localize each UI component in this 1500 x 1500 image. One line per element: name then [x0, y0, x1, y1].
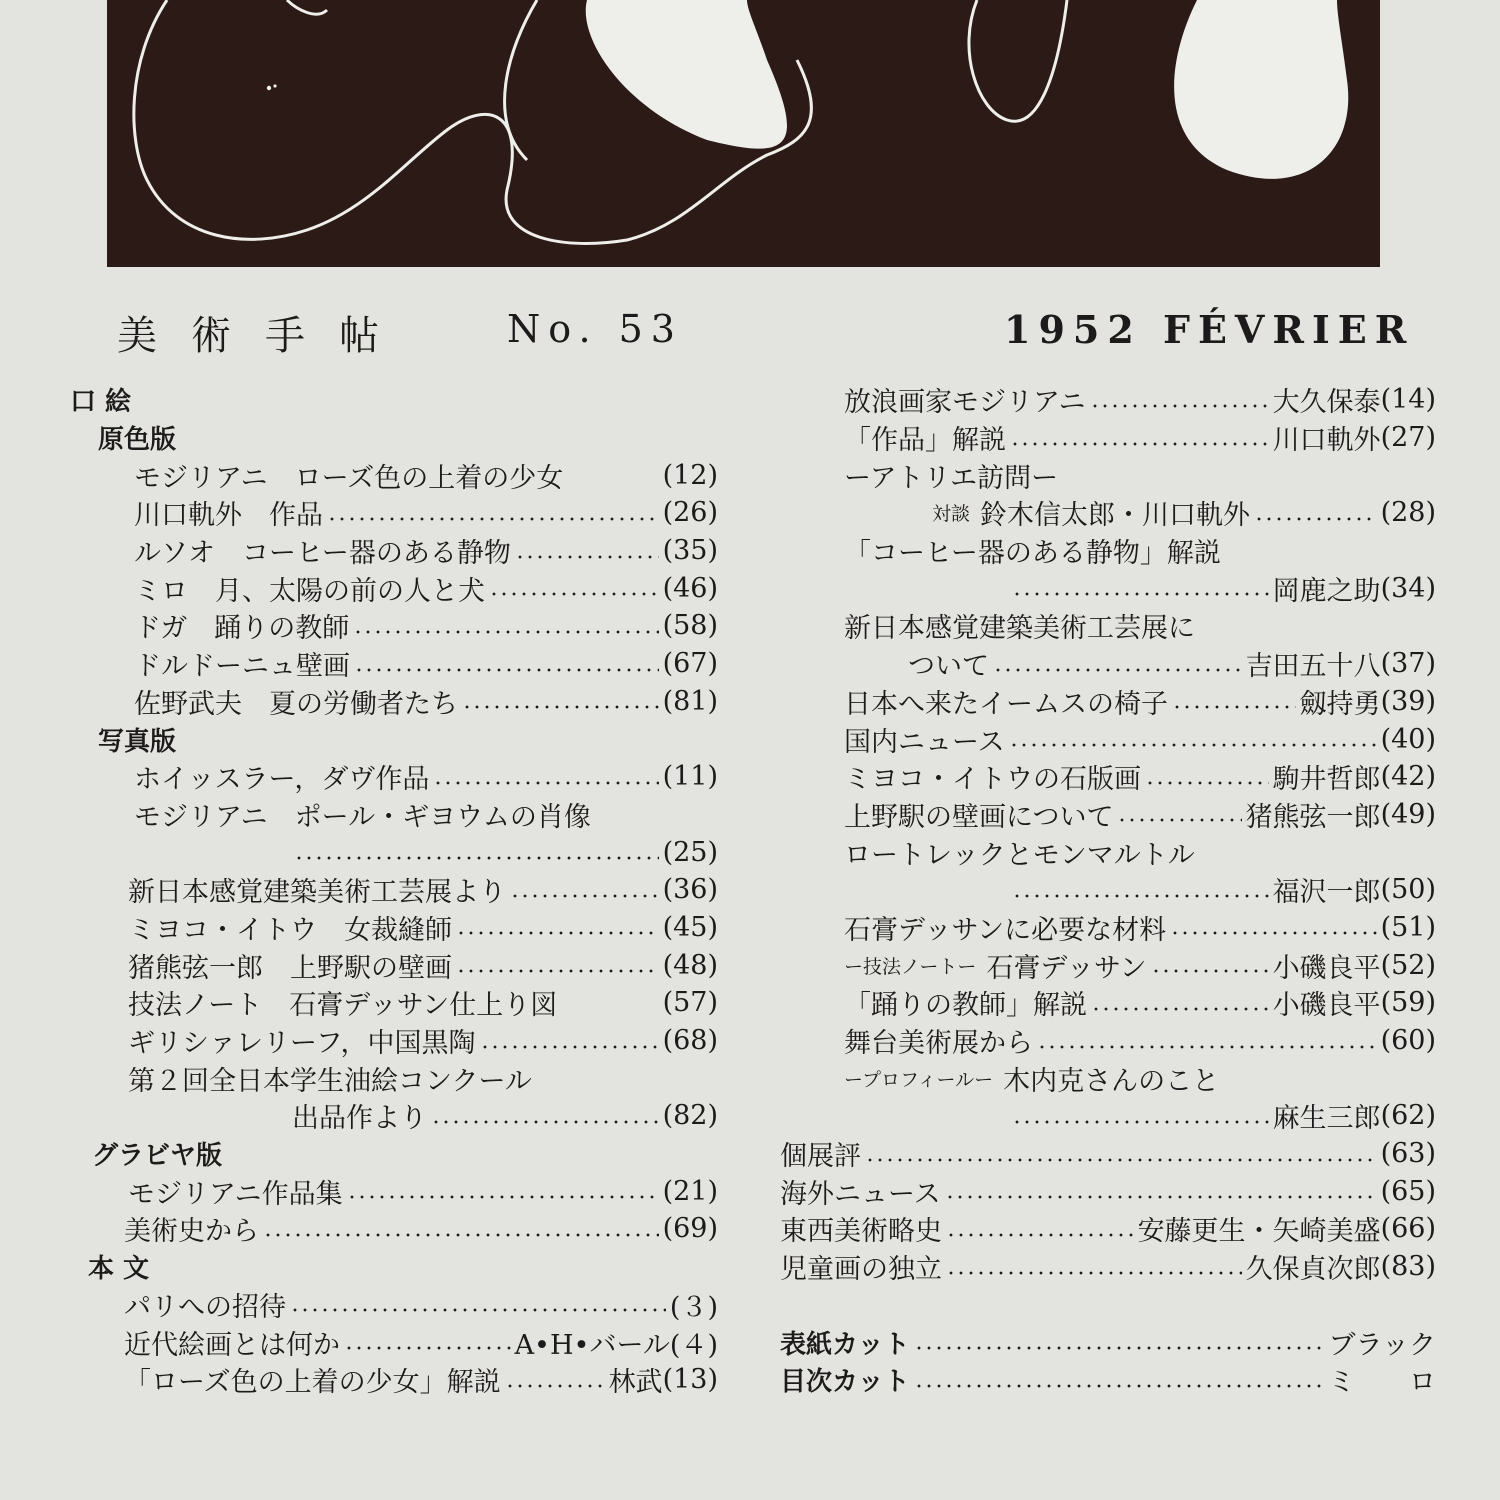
toc-entry — [70, 645, 718, 683]
section-heading — [70, 1248, 718, 1286]
entry-page: (13) — [662, 1364, 718, 1396]
entry-author: 大久保泰 — [1272, 387, 1381, 419]
entry-title: 新日本感覚建築美術工芸展に — [844, 613, 1195, 645]
toc-entry — [780, 909, 1436, 947]
section-heading — [70, 1135, 718, 1173]
entry-page: (49) — [1380, 798, 1436, 830]
spacer — [780, 1286, 1436, 1324]
toc-entry — [70, 494, 718, 532]
dot-leader — [290, 1307, 666, 1313]
dot-leader — [1009, 742, 1377, 748]
entry-author: 小磯良平 — [1272, 952, 1381, 984]
entry-title: ドルドーニュ壁画 — [134, 651, 350, 683]
dot-leader — [263, 1232, 659, 1238]
toc-entry — [780, 1172, 1436, 1210]
toc-entry — [780, 419, 1436, 457]
toc-entry — [780, 645, 1436, 683]
dot-leader — [1010, 441, 1269, 447]
dot-leader — [1012, 1119, 1269, 1125]
entry-author: 林武 — [608, 1367, 663, 1399]
dot-leader — [456, 930, 659, 936]
entry-author: 吉田五十八 — [1245, 651, 1381, 683]
entry-page: (45) — [662, 911, 718, 943]
entry-page: (36) — [662, 874, 718, 906]
toc-entry — [780, 607, 1436, 645]
entry-page: (34) — [1380, 572, 1436, 604]
toc-entry — [70, 456, 718, 494]
entry-title: モジリアニ ローズ色の上着の少女 — [134, 462, 564, 494]
entry-title: ロートレックとモンマルトル — [844, 839, 1195, 871]
entry-page: (67) — [662, 648, 718, 680]
cover-illustration — [107, 0, 1380, 267]
entry-author: ブラック — [1328, 1329, 1436, 1361]
entry-title: ドガ 踊りの教師 — [134, 613, 350, 645]
dot-leader — [510, 893, 659, 899]
toc-entry — [70, 984, 718, 1022]
section-heading — [70, 381, 718, 419]
toc-entry — [780, 456, 1436, 494]
toc-entry — [70, 1172, 718, 1210]
dot-leader — [1170, 930, 1376, 936]
toc-entry — [780, 1248, 1436, 1286]
toc-entry — [780, 683, 1436, 721]
entry-title: 出品作より — [292, 1103, 427, 1135]
dot-leader — [347, 1194, 659, 1200]
dot-leader — [1145, 780, 1269, 786]
entry-author: 麻生三郎 — [1272, 1103, 1381, 1135]
dot-leader — [945, 1194, 1377, 1200]
entry-author: 久保貞次郎 — [1245, 1254, 1381, 1286]
entry-title: モジリアニ作品集 — [128, 1178, 343, 1210]
entry-page: (58) — [662, 610, 718, 642]
credit-row — [780, 1361, 1436, 1399]
dot-leader — [353, 629, 658, 635]
toc-entry — [70, 1361, 718, 1399]
entry-title: ついて — [908, 651, 989, 683]
section-heading — [70, 720, 718, 758]
toc-entry — [70, 1210, 718, 1248]
abstract-drawing — [107, 0, 1380, 267]
dot-leader — [344, 1345, 511, 1351]
toc-entry — [70, 1286, 718, 1324]
section-heading-label: 原色版 — [98, 425, 177, 456]
dot-leader — [914, 1345, 1325, 1351]
entry-page: (27) — [1380, 422, 1436, 454]
dot-leader — [433, 780, 658, 786]
toc-entry — [70, 1059, 718, 1097]
entry-title: ーアトリエ訪問ー — [844, 462, 1059, 494]
entry-page: (14) — [1380, 384, 1436, 416]
dot-leader — [865, 1157, 1377, 1163]
entry-title: 第２回全日本学生油絵コンクール — [128, 1065, 532, 1097]
entry-title: 新日本感覚建築美術工芸展より — [128, 877, 506, 909]
dot-leader — [1172, 704, 1296, 710]
entry-title: 上野駅の壁画について — [844, 801, 1114, 833]
section-heading-label: 口 絵 — [70, 387, 132, 418]
toc-entry — [70, 1022, 718, 1060]
entry-author: 岡鹿之助 — [1272, 575, 1381, 607]
entry-page: (81) — [662, 685, 718, 717]
entry-author: 劔持勇 — [1299, 688, 1381, 720]
entry-author: 川口軌外 — [1272, 425, 1381, 457]
dot-leader — [1012, 893, 1269, 899]
entry-page: (37) — [1380, 648, 1436, 680]
entry-page: (62) — [1380, 1100, 1436, 1132]
entry-author: 福沢一郎 — [1272, 877, 1381, 909]
entry-author: A•H•バール — [514, 1329, 670, 1361]
entry-author: 安藤更生・矢崎美盛 — [1137, 1216, 1381, 1248]
issue-date: 1952 FÉVRIER — [1004, 307, 1415, 352]
toc-entry — [780, 833, 1436, 871]
dot-leader — [354, 667, 659, 673]
dot-leader — [946, 1270, 1242, 1276]
entry-title: 放浪画家モジリアニ — [844, 387, 1086, 419]
toc-entry — [780, 1210, 1436, 1248]
dot-leader — [462, 704, 659, 710]
entry-page: (69) — [662, 1213, 718, 1245]
toc-left-column — [70, 381, 718, 1399]
toc-right-column — [780, 381, 1436, 1399]
entry-title: 日本へ来たイームスの椅子 — [844, 688, 1168, 720]
section-heading — [70, 419, 718, 457]
entry-title: 鈴木信太郎・川口軌外 — [980, 500, 1251, 532]
entry-title: ギリシァレリーフ，中国黒陶 — [128, 1028, 476, 1060]
entry-title: ミヨコ・イトウの石版画 — [844, 764, 1141, 796]
entry-page: (83) — [1380, 1251, 1436, 1283]
toc-entry — [780, 494, 1436, 532]
toc-entry — [780, 569, 1436, 607]
entry-title: ミヨコ・イトウ 女裁縫師 — [128, 914, 452, 946]
entry-author: ミ ロ — [1328, 1367, 1436, 1399]
dot-leader — [1012, 591, 1269, 597]
entry-page: (68) — [662, 1025, 718, 1057]
entry-tag: ー技法ノートー — [844, 955, 977, 978]
entry-title: 佐野武夫 夏の労働者たち — [134, 688, 458, 720]
entry-page: (４) — [669, 1329, 718, 1361]
entry-page: (25) — [662, 836, 718, 868]
toc-entry — [780, 871, 1436, 909]
toc-entry — [780, 1135, 1436, 1173]
entry-title: 海外ニュース — [780, 1178, 941, 1210]
entry-page: (35) — [662, 535, 718, 567]
entry-page: (57) — [662, 987, 718, 1019]
dot-leader — [914, 1383, 1324, 1389]
dot-leader — [515, 554, 659, 560]
toc-entry — [780, 381, 1436, 419]
dot-leader — [1117, 817, 1241, 823]
toc-entry — [70, 532, 718, 570]
entry-title: 石膏デッサンに必要な材料 — [844, 914, 1167, 946]
toc-entry — [780, 1022, 1436, 1060]
toc-entry — [70, 758, 718, 796]
dot-leader — [505, 1383, 605, 1389]
entry-title: 猪熊弦一郎 上野駅の壁画 — [128, 952, 452, 984]
toc-entry — [70, 909, 718, 947]
entry-title: 児童画の独立 — [780, 1254, 942, 1286]
entry-page: (65) — [1380, 1175, 1436, 1207]
entry-title: 国内ニュース — [844, 726, 1005, 758]
entry-title: 川口軌外 作品 — [134, 500, 323, 532]
entry-page: (21) — [662, 1175, 718, 1207]
dot-leader — [480, 1044, 659, 1050]
entry-title: ホイッスラー，ダヴ作品 — [134, 764, 430, 796]
entry-title: ミロ 月、太陽の前の人と犬 — [134, 575, 485, 607]
toc-entry — [70, 569, 718, 607]
dot-leader — [294, 855, 659, 861]
entry-title: 舞台美術展から — [844, 1028, 1033, 1060]
entry-title: ルソオ コーヒー器のある静物 — [134, 538, 511, 570]
entry-tag: ープロフィールー — [844, 1068, 994, 1091]
toc-entry — [70, 1097, 718, 1135]
toc-entry — [780, 946, 1436, 984]
issue-number: No. 53 — [507, 307, 683, 351]
entry-title: 木内克さんのこと — [1003, 1065, 1220, 1097]
entry-page: (82) — [662, 1100, 718, 1132]
entry-page: (40) — [1380, 723, 1436, 755]
entry-page: (60) — [1380, 1025, 1436, 1057]
entry-title: パリへの招待 — [124, 1291, 286, 1323]
toc-entry — [780, 1097, 1436, 1135]
toc-entry — [70, 833, 718, 871]
entry-page: (48) — [662, 949, 718, 981]
dot-leader — [327, 516, 659, 522]
entry-title: 美術史から — [124, 1216, 259, 1248]
entry-title: 「踊りの教師」解説 — [844, 990, 1087, 1022]
entry-author: 猪熊弦一郎 — [1245, 801, 1381, 833]
toc-entry — [780, 532, 1436, 570]
entry-title: 技法ノート 石膏デッサン仕上り図 — [128, 990, 558, 1022]
entry-page: (63) — [1380, 1138, 1436, 1170]
entry-title: 表紙カット — [780, 1329, 910, 1360]
dot-leader — [1254, 516, 1377, 522]
toc-entry — [780, 984, 1436, 1022]
toc-entry — [70, 683, 718, 721]
entry-title: 東西美術略史 — [780, 1216, 942, 1248]
entry-title: 近代絵画とは何か — [124, 1329, 340, 1361]
entry-page: (50) — [1380, 874, 1436, 906]
toc-entry — [70, 796, 718, 834]
entry-page: (26) — [662, 497, 718, 529]
dot-leader — [946, 1232, 1134, 1238]
toc-entry — [780, 1059, 1436, 1097]
entry-title: 「ローズ色の上着の少女」解説 — [124, 1367, 501, 1399]
toc-entry — [70, 871, 718, 909]
toc-entry — [70, 946, 718, 984]
entry-page: (66) — [1380, 1213, 1436, 1245]
credit-row — [780, 1323, 1436, 1361]
dot-leader — [456, 968, 659, 974]
entry-author: 小磯良平 — [1272, 990, 1381, 1022]
entry-title: 目次カット — [780, 1367, 910, 1398]
section-heading-label: 写真版 — [98, 726, 177, 757]
toc-entry — [70, 1323, 718, 1361]
entry-title: モジリアニ ポール・ギヨウムの肖像 — [134, 801, 591, 833]
dot-leader — [1090, 403, 1269, 409]
toc-entry — [780, 720, 1436, 758]
section-heading-label: グラビヤ版 — [92, 1141, 223, 1172]
entry-title: 「コーヒー器のある静物」解説 — [844, 538, 1221, 570]
entry-title: 「作品」解説 — [844, 425, 1006, 457]
entry-page: (42) — [1380, 761, 1436, 793]
entry-page: (28) — [1380, 497, 1436, 529]
entry-page: (51) — [1380, 911, 1436, 943]
journal-title: 美術手帖 — [117, 313, 413, 359]
dot-leader — [1037, 1044, 1377, 1050]
entry-page: (３) — [669, 1291, 718, 1323]
entry-page: (46) — [662, 572, 718, 604]
entry-title: 石膏デッサン — [986, 952, 1147, 984]
entry-page: (12) — [662, 459, 718, 491]
dot-leader — [489, 591, 659, 597]
toc-entry — [780, 758, 1436, 796]
dot-leader — [1151, 968, 1269, 974]
entry-page: (11) — [662, 761, 718, 793]
dot-leader — [993, 667, 1242, 673]
entry-tag: 対談 — [932, 503, 971, 526]
section-heading-label: 本 文 — [88, 1254, 150, 1285]
dot-leader — [1091, 1006, 1269, 1012]
entry-page: (39) — [1380, 685, 1436, 717]
entry-page: (52) — [1380, 949, 1436, 981]
toc-entry — [780, 796, 1436, 834]
toc-entry — [70, 607, 718, 645]
entry-page: (59) — [1380, 987, 1436, 1019]
entry-title: 個展評 — [780, 1141, 861, 1173]
entry-author: 駒井哲郎 — [1272, 764, 1381, 796]
dot-leader — [431, 1119, 659, 1125]
